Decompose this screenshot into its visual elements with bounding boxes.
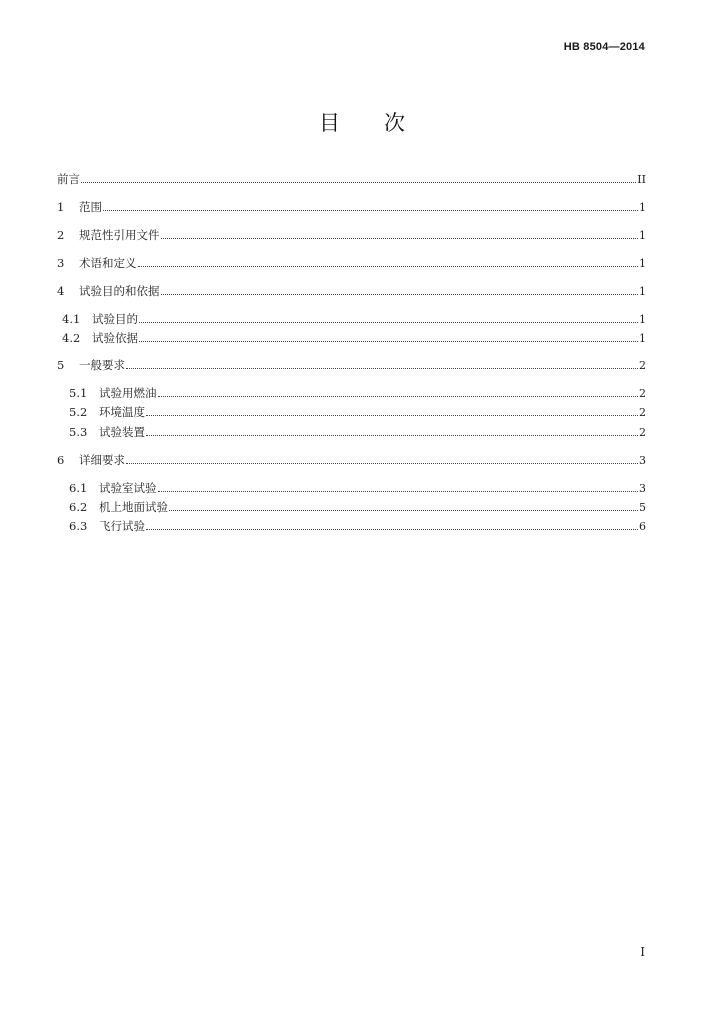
toc-entry-number: 4.1 [62, 312, 81, 326]
toc-entry-title: 试验用燃油 [99, 386, 157, 400]
toc-entry-title: 试验目的和依据 [79, 284, 160, 298]
toc-entry-title: 环境温度 [99, 405, 145, 419]
toc-entry-page: 6 [639, 520, 646, 533]
toc-entry-title: 范围 [79, 200, 102, 214]
toc-entry-page: 2 [639, 406, 646, 419]
toc-entry-title: 前言 [57, 172, 80, 186]
toc-entry-page: 3 [639, 482, 646, 495]
toc-entry-page: 3 [639, 454, 646, 467]
leader-dots [161, 294, 639, 295]
toc-entry-title: 试验装置 [99, 425, 145, 439]
toc-entry-number: 5.1 [69, 386, 88, 400]
toc-entry-3[interactable] [57, 255, 646, 271]
toc-entry-page: 1 [639, 285, 646, 298]
toc-entry-5-2[interactable] [69, 404, 646, 420]
toc-entry-number: 4.2 [62, 331, 81, 345]
toc-entry-number: 5 [57, 358, 65, 372]
title-char-2: 次 [384, 111, 405, 135]
leader-dots [146, 435, 638, 436]
toc-entry-page: 1 [639, 332, 646, 345]
toc-entry-number: 2 [57, 228, 65, 242]
toc-entry-number: 5.3 [69, 425, 88, 439]
toc-entry-6-1[interactable] [69, 480, 646, 496]
leader-dots [146, 415, 638, 416]
toc-entry-title: 飞行试验 [99, 519, 145, 533]
toc-entry-title: 试验室试验 [99, 481, 157, 495]
toc-entry-6-2[interactable] [69, 499, 646, 515]
leader-dots [158, 491, 639, 492]
leader-dots [158, 396, 639, 397]
toc-entry-6[interactable] [57, 452, 646, 468]
toc-entry-1[interactable] [57, 199, 646, 215]
toc-entry-number: 6.2 [69, 500, 88, 514]
toc-entry-number: 6.1 [69, 481, 88, 495]
toc-entry-title: 试验依据 [92, 331, 138, 345]
toc-entry-number: 6.3 [69, 519, 88, 533]
toc-entry-title: 机上地面试验 [99, 500, 168, 514]
toc-entry-number: 5.2 [69, 405, 88, 419]
toc-entry-page: 1 [639, 229, 646, 242]
toc-entry-4-2[interactable] [62, 330, 646, 346]
toc-entry-page: 2 [639, 387, 646, 400]
leader-dots [103, 210, 638, 211]
leader-dots [81, 182, 636, 183]
toc-entry-page: 2 [639, 426, 646, 439]
toc-entry-2[interactable] [57, 227, 646, 243]
toc-entry-page: 1 [639, 257, 646, 270]
title-char-1: 目 [319, 111, 340, 135]
toc-entry-title: 详细要求 [79, 453, 125, 467]
toc-entry-page: 5 [639, 501, 646, 514]
leader-dots [169, 510, 638, 511]
toc-entry-6-3[interactable] [69, 518, 646, 534]
toc-entry-title: 术语和定义 [79, 256, 137, 270]
leader-dots [161, 238, 639, 239]
toc-entry-title: 试验目的 [92, 312, 138, 326]
toc-entry-5[interactable] [57, 357, 646, 373]
toc-entry-number: 3 [57, 256, 65, 270]
leader-dots [126, 368, 638, 369]
page-title [0, 107, 724, 137]
toc-entry-page: 1 [639, 201, 646, 214]
page-number: I [640, 945, 645, 959]
toc-entry-5-1[interactable] [69, 385, 646, 401]
leader-dots [139, 341, 638, 342]
toc-entry-5-3[interactable] [69, 424, 646, 440]
leader-dots [146, 529, 638, 530]
toc-entry-page: 1 [639, 313, 646, 326]
toc-entry-number: 6 [57, 453, 65, 467]
toc-entry-page: II [637, 173, 646, 186]
toc-entry-title: 规范性引用文件 [79, 228, 160, 242]
leader-dots [126, 463, 638, 464]
standard-code: HB 8504—2014 [563, 41, 645, 53]
toc-entry-foreword[interactable] [57, 171, 646, 187]
leader-dots [138, 266, 639, 267]
leader-dots [139, 322, 638, 323]
toc-entry-4-1[interactable] [62, 311, 646, 327]
toc-entry-4[interactable] [57, 283, 646, 299]
toc-entry-title: 一般要求 [79, 358, 125, 372]
toc-entry-number: 1 [57, 200, 65, 214]
toc-entry-page: 2 [639, 359, 646, 372]
toc-entry-number: 4 [57, 284, 65, 298]
